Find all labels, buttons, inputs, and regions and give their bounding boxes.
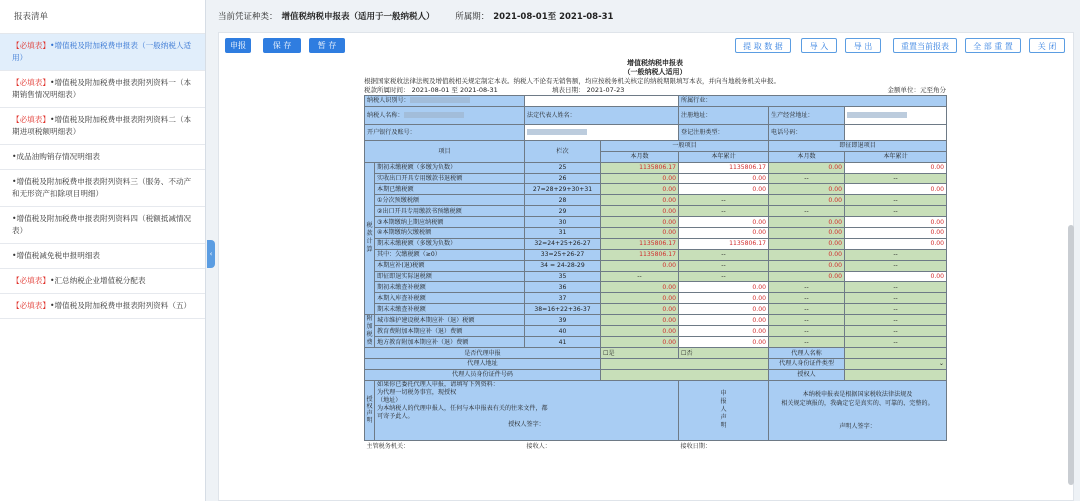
row-value-cell[interactable]: 0.00 — [679, 217, 769, 228]
industry-label: 所属行业： — [681, 97, 712, 105]
row-item-name: 地方教育附加本期应补（退）费额 — [375, 337, 525, 348]
bank-cell — [365, 124, 525, 140]
masked-value — [410, 97, 470, 103]
required-tag: 【必填表】 — [12, 41, 50, 50]
row-value-cell[interactable]: 0.00 — [845, 162, 947, 173]
row-value-cell[interactable]: 0.00 — [679, 326, 769, 337]
header-general: 一般项目 — [601, 140, 769, 151]
row-col-no: 38=16+22+36-37 — [525, 304, 601, 315]
save-button[interactable]: 保 存 — [263, 38, 301, 53]
voucher-info-bar — [218, 6, 1070, 28]
row-value-cell[interactable]: 0.00 — [845, 184, 947, 195]
row-col-no: 40 — [525, 326, 601, 337]
row-value-cell[interactable]: 1135806.17 — [679, 162, 769, 173]
sidebar-item-label: •增值税及附加税费申报表（一般纳税人适用） — [12, 41, 192, 62]
row-value-cell[interactable]: 0.00 — [601, 337, 679, 348]
decl-text: 本纳税申报表是根据国家税收法律法规及 — [802, 390, 913, 398]
auth-text: （地址） — [377, 396, 402, 404]
page-scrollbar[interactable] — [1068, 225, 1074, 485]
row-value-cell[interactable]: 0.00 — [769, 228, 845, 239]
row-value-cell[interactable]: 0.00 — [679, 304, 769, 315]
row-value-cell[interactable]: 0.00 — [601, 195, 679, 206]
row-value-cell: -- — [679, 260, 769, 271]
sidebar-item-label: •增值税及附加税费申报表附列资料二（本期进项税额明细表） — [12, 115, 192, 136]
row-item-name: 实收出口开具专用缴款书退税额 — [375, 173, 525, 184]
row-value-cell: -- — [845, 337, 947, 348]
voucher-type-value: 增值税纳税申报表（适用于一般纳税人） — [281, 12, 435, 22]
fetch-data-button[interactable]: 提 取 数 据 — [735, 38, 791, 53]
form-title: 增值税纳税申报表 — [627, 59, 683, 67]
row-value-cell[interactable]: 1135806.17 — [601, 249, 679, 260]
agent-question: 是否代理申报 — [365, 348, 601, 359]
taxpayer-name-label: 纳税人名称： — [367, 111, 404, 119]
sidebar-item-label: •汇总纳税企业增值税分配表 — [49, 276, 146, 285]
row-value-cell: -- — [769, 282, 845, 293]
agent-no-cell — [679, 348, 769, 359]
row-item-name: ④本期缴纳欠缴税额 — [375, 228, 525, 239]
row-item-name: 期末未缴查补税额 — [375, 304, 525, 315]
row-value-cell[interactable]: 1135806.17 — [601, 238, 679, 249]
agent-id-no-input[interactable] — [601, 369, 769, 380]
row-col-no: 29 — [525, 206, 601, 217]
sidebar-report-item[interactable] — [0, 34, 205, 71]
chevron-down-icon: ⌄ — [938, 360, 945, 368]
import-button[interactable]: 导 入 — [801, 38, 837, 53]
declare-button[interactable]: 申报 — [225, 38, 251, 53]
auth-text: 为本纳税人的代理申报人，任何与本申报表有关的往来文件，都 — [377, 404, 548, 412]
sidebar-report-item[interactable] — [0, 294, 205, 319]
header-general-month: 本月数 — [601, 151, 679, 162]
header-refund-year: 本年累计 — [845, 151, 947, 162]
auth-text: 可寄予此人。 — [377, 412, 414, 420]
biz-addr-cell — [769, 106, 845, 124]
row-value-cell[interactable]: 0.00 — [601, 315, 679, 326]
row-value-cell: -- — [601, 271, 679, 282]
amount-unit: 金额单位：元至角分 — [887, 86, 946, 94]
row-value-cell[interactable]: 0.00 — [679, 315, 769, 326]
decl-signature: 声明人签字： — [839, 422, 876, 430]
required-tag: 【必填表】 — [12, 115, 50, 124]
auth-statement — [375, 380, 679, 440]
form-intro: 根据国家税收法律法规及增值税相关规定制定本表。纳税人不论有无销售额，均应按税务机关核定的纳税期限填写本表，并向当地税务机关申报。 — [364, 77, 780, 85]
biz-addr-label: 生产经营地址： — [771, 111, 814, 119]
row-value-cell: -- — [769, 206, 845, 217]
row-item-name: 期初未缴税额（多缴为负数） — [375, 162, 525, 173]
row-col-no: 37 — [525, 293, 601, 304]
row-value-cell: -- — [769, 173, 845, 184]
row-col-no: 34 = 24-28-29 — [525, 260, 601, 271]
row-col-no: 30 — [525, 217, 601, 228]
phone-input[interactable] — [845, 124, 947, 140]
row-col-no: 25 — [525, 162, 601, 173]
sidebar-title: 报表清单 — [0, 0, 205, 34]
row-item-name: 期初未缴查补税额 — [375, 282, 525, 293]
row-value-cell: -- — [845, 206, 947, 217]
header-refund-month: 本月数 — [769, 151, 845, 162]
agent-name-input[interactable] — [845, 348, 947, 359]
tax-period: 税款所属时间： 2021-08-01 至 2021-08-31 — [364, 86, 498, 94]
row-value-cell: -- — [845, 282, 947, 293]
reg-type-label: 登记注册类型： — [681, 128, 724, 136]
row-col-no: 33=25+26-27 — [525, 249, 601, 260]
industry-cell — [679, 96, 947, 107]
sidebar-report-item[interactable] — [0, 244, 205, 269]
row-value-cell: -- — [769, 326, 845, 337]
phone-cell — [769, 124, 845, 140]
sidebar-item-label: •成品油购销存情况明细表 — [12, 152, 101, 161]
row-col-no: 28 — [525, 195, 601, 206]
sidebar-item-label: •增值税及附加税费申报表附列资料一（本期销售情况明细表） — [12, 78, 192, 99]
row-value-cell[interactable]: 0.00 — [845, 271, 947, 282]
decl-text: 相关规定填报的，我确定它是真实的、可靠的、完整的。 — [781, 399, 934, 407]
row-value-cell: -- — [845, 304, 947, 315]
row-value-cell: -- — [679, 206, 769, 217]
report-panel — [218, 32, 1074, 501]
agent-name-label: 代理人名称 — [769, 348, 845, 359]
row-value-cell: -- — [769, 315, 845, 326]
row-value-cell: -- — [845, 326, 947, 337]
auth-signature: 授权人签字： — [508, 420, 545, 428]
row-value-cell[interactable]: 0.00 — [679, 184, 769, 195]
sidebar-report-item[interactable] — [0, 108, 205, 145]
declaration-label: 申报人声明 — [679, 380, 769, 440]
row-value-cell[interactable]: 0.00 — [769, 260, 845, 271]
footer-receiver: 接收人： — [525, 440, 679, 451]
reset-current-button[interactable]: 重置当前报表 — [893, 38, 957, 53]
agent-id-type-select[interactable] — [845, 359, 947, 370]
bank-input[interactable] — [525, 124, 679, 140]
row-item-name: 城市维护建设税本期应补（退）税额 — [375, 315, 525, 326]
row-col-no: 39 — [525, 315, 601, 326]
sidebar-item-label: •增值税减免税申报明细表 — [12, 251, 101, 260]
row-value-cell[interactable]: 0.00 — [601, 282, 679, 293]
row-item-name: 本期入库查补税额 — [375, 293, 525, 304]
declaration-statement — [769, 380, 947, 440]
period-value: 2021-08-01至 2021-08-31 — [493, 12, 614, 22]
header-item: 项目 — [365, 140, 525, 162]
section-label-surcharge: 附加税费 — [366, 315, 373, 347]
row-col-no: 27=28+29+30+31 — [525, 184, 601, 195]
row-value-cell[interactable]: 0.00 — [679, 293, 769, 304]
reg-addr-label: 注册地址： — [681, 111, 712, 119]
row-item-name: 本期已缴税额 — [375, 184, 525, 195]
agent-id-type-label: 代理人身份证件类型 — [769, 359, 845, 370]
export-button[interactable]: 导 出 — [845, 38, 881, 53]
row-value-cell[interactable]: 0.00 — [679, 173, 769, 184]
masked-value — [847, 112, 907, 118]
row-value-cell[interactable]: 0.00 — [601, 326, 679, 337]
auth-text: 如果你已委托代理人申报，请填写下列资料： — [377, 380, 499, 388]
taxpayer-id-cell — [365, 96, 525, 107]
row-value-cell[interactable]: 0.00 — [601, 173, 679, 184]
row-value-cell: -- — [845, 315, 947, 326]
sidebar-report-item[interactable] — [0, 207, 205, 244]
row-value-cell[interactable]: 0.00 — [601, 228, 679, 239]
row-value-cell[interactable]: 0.00 — [601, 217, 679, 228]
row-item-name: 期末未缴税额（多缴为负数） — [375, 238, 525, 249]
row-item-name: ②出口开具专用缴款书预缴税额 — [375, 206, 525, 217]
form-meta — [364, 86, 946, 95]
row-value-cell[interactable]: 0.00 — [601, 184, 679, 195]
row-col-no: 31 — [525, 228, 601, 239]
row-value-cell[interactable]: 0.00 — [845, 228, 947, 239]
row-value-cell: -- — [769, 304, 845, 315]
form-subtitle: （一般纳税人适用） — [623, 68, 687, 76]
row-value-cell[interactable]: 0.00 — [601, 260, 679, 271]
row-col-no: 36 — [525, 282, 601, 293]
agent-no-checkbox[interactable]: ☐ — [681, 349, 687, 357]
row-value-cell[interactable]: 0.00 — [845, 217, 947, 228]
row-value-cell[interactable]: 1135806.17 — [601, 162, 679, 173]
form-table — [364, 95, 947, 451]
report-list-sidebar — [0, 0, 206, 501]
row-value-cell[interactable]: 0.00 — [769, 195, 845, 206]
row-value-cell: -- — [769, 293, 845, 304]
authorizer-label: 授权人 — [769, 369, 845, 380]
auth-section-label: 授权声明 — [365, 380, 375, 440]
row-item-name: 其中：欠缴税额（≥0） — [375, 249, 525, 260]
sidebar-item-label: •增值税及附加税费申报表附列资料三（服务、不动产和无形资产扣除项目明细） — [12, 177, 192, 198]
row-value-cell: -- — [769, 337, 845, 348]
row-value-cell[interactable]: 0.00 — [769, 238, 845, 249]
footer-receive-date: 接收日期： — [679, 440, 947, 451]
row-item-name: ①分次预缴税额 — [375, 195, 525, 206]
sidebar-item-label: •增值税及附加税费申报表附列资料四（税额抵减情况表） — [12, 214, 192, 235]
taxpayer-id-label: 纳税人识别号： — [367, 97, 410, 105]
required-tag: 【必填表】 — [12, 276, 50, 285]
masked-value — [404, 112, 464, 118]
row-value-cell[interactable]: 0.00 — [601, 206, 679, 217]
agent-id-no-label: 代理人员身份证件号码 — [365, 369, 601, 380]
sidebar-report-item[interactable] — [0, 145, 205, 170]
vat-return-form — [364, 59, 946, 451]
agent-no-label: 否 — [686, 349, 693, 357]
sidebar-report-item[interactable] — [0, 71, 205, 108]
row-item-name: ③本期缴纳上期应纳税额 — [375, 217, 525, 228]
row-value-cell[interactable]: 0.00 — [679, 337, 769, 348]
legal-rep-cell — [525, 106, 679, 124]
row-item-name: 本期应补(退)税额 — [375, 260, 525, 271]
sidebar-report-item[interactable] — [0, 170, 205, 207]
agent-yes-label: 是 — [608, 349, 615, 357]
sidebar-item-label: •增值税及附加税费申报表附列资料（五） — [49, 301, 192, 310]
row-value-cell[interactable]: 0.00 — [769, 217, 845, 228]
sidebar-report-item[interactable] — [0, 269, 205, 294]
row-value-cell[interactable]: 0.00 — [679, 282, 769, 293]
row-value-cell[interactable]: 0.00 — [679, 228, 769, 239]
required-tag: 【必填表】 — [12, 78, 50, 87]
reg-addr-cell — [679, 106, 769, 124]
period-label: 所属期： — [455, 12, 490, 22]
row-value-cell: -- — [845, 173, 947, 184]
bank-label: 开户银行及账号： — [367, 128, 416, 136]
voucher-type-label: 当前凭证种类： — [218, 12, 278, 22]
temp-save-button[interactable]: 暂 存 — [309, 38, 345, 53]
header-col: 栏次 — [525, 140, 601, 162]
agent-addr-input[interactable] — [601, 359, 769, 370]
reg-type-cell — [679, 124, 769, 140]
row-col-no: 32=24+25+26-27 — [525, 238, 601, 249]
row-value-cell: -- — [845, 249, 947, 260]
row-value-cell: -- — [845, 293, 947, 304]
phone-label: 电话号码： — [771, 128, 802, 136]
masked-value — [527, 129, 587, 135]
agent-yes-checkbox[interactable]: ☐ — [603, 349, 609, 357]
row-col-no: 26 — [525, 173, 601, 184]
row-value-cell[interactable]: 0.00 — [769, 249, 845, 260]
row-value-cell[interactable]: 0.00 — [769, 162, 845, 173]
agent-addr-label: 代理人地址 — [365, 359, 601, 370]
row-item-name: 即征即退实际退税额 — [375, 271, 525, 282]
row-value-cell[interactable]: 0.00 — [601, 304, 679, 315]
biz-addr-input[interactable] — [845, 106, 947, 124]
required-tag: 【必填表】 — [12, 301, 50, 310]
close-button[interactable]: 关 闭 — [1029, 38, 1065, 53]
row-col-no: 41 — [525, 337, 601, 348]
row-col-no: 35 — [525, 271, 601, 282]
row-value-cell[interactable]: 1135806.17 — [679, 238, 769, 249]
agent-yes-cell — [601, 348, 679, 359]
row-item-name: 教育费附加本期应补（退）费额 — [375, 326, 525, 337]
authorizer-input[interactable] — [845, 369, 947, 380]
header-general-year: 本年累计 — [679, 151, 769, 162]
fill-date: 填表日期： 2021-07-23 — [552, 86, 625, 94]
auth-text: 为代理一切税务事宜，现授权 — [377, 388, 457, 396]
header-refund: 即征即退项目 — [769, 140, 947, 151]
row-value-cell[interactable]: 0.00 — [845, 238, 947, 249]
row-value-cell: -- — [845, 195, 947, 206]
collapse-sidebar-button[interactable]: ‹ — [207, 240, 215, 268]
row-value-cell: -- — [679, 249, 769, 260]
row-value-cell: -- — [845, 260, 947, 271]
row-value-cell[interactable]: 0.00 — [601, 293, 679, 304]
row-value-cell[interactable]: 0.00 — [769, 184, 845, 195]
reset-all-button[interactable]: 全 部 重 置 — [965, 38, 1021, 53]
footer-tax-authority: 主管税务机关： — [365, 440, 525, 451]
legal-rep-label: 法定代表人姓名： — [527, 111, 576, 119]
taxpayer-name-cell — [365, 106, 525, 124]
section-label-tax-calc: 税款计算 — [365, 162, 375, 314]
row-value-cell: -- — [679, 195, 769, 206]
row-value-cell: -- — [679, 271, 769, 282]
row-value-cell[interactable]: 0.00 — [769, 271, 845, 282]
taxpayer-id-input[interactable] — [525, 96, 679, 107]
